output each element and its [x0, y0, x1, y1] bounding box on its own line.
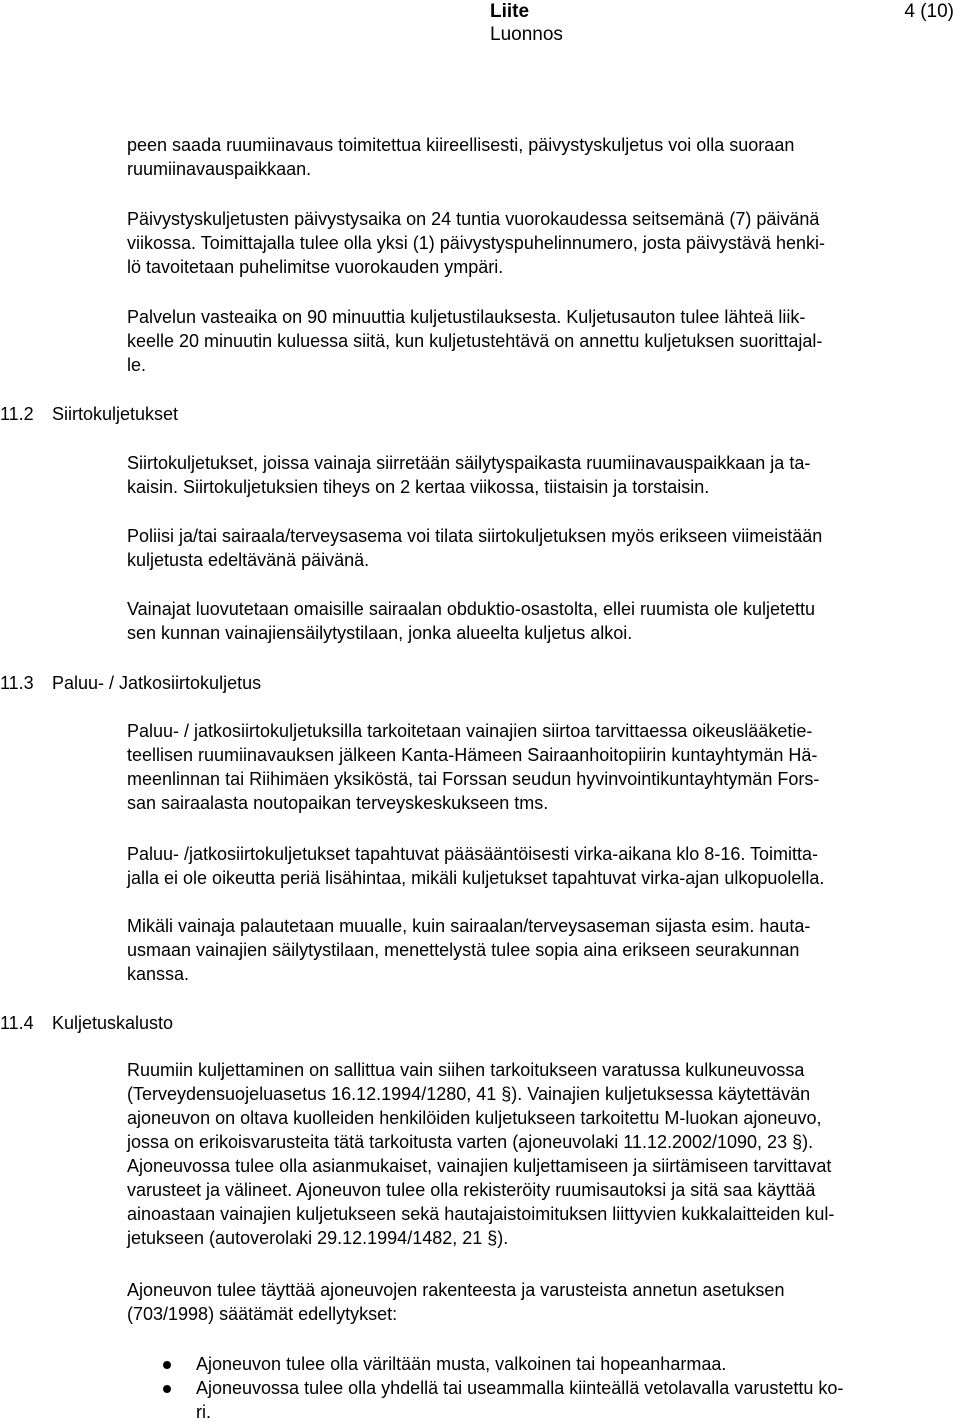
page-number: 4 (10)	[904, 1, 954, 22]
list-item: Ajoneuvon tulee olla väriltään musta, valkoinen tai hopeanharmaa.	[127, 1352, 957, 1376]
paragraph-on-call-hours: Päivystyskuljetusten päivystysaika on 24 tuntia vuorokaudessa seitsemänä (7) päivänä viikossa. Toimittajalla tulee olla yksi (1) päivystyspuhelinnumero, josta päivystävä henki- lö tavoitetaan puhelimitse vuorokauden ympäri.	[127, 209, 825, 277]
section-title: Kuljetuskalusto	[52, 1013, 174, 1033]
paragraph-return-transport-definition: Paluu- / jatkosiirtokuljetuksilla tarkoitetaan vainajien siirtoa tarvittaessa oikeuslääketie- teellisen ruumiinavauksen jälkeen Kanta-Hämeen Sairaanhoitopiirin kuntayhtymän Hä- meenlinnan tai Riihimäen yksiköstä, tai Forssan seudun hyvinvointikuntayhtymän Fors- san sairaalasta noutopaikan terveyskeskukseen tms.	[127, 721, 820, 813]
section-title: Paluu- / Jatkosiirtokuljetus	[52, 673, 262, 693]
section-number: 11.4	[0, 1013, 34, 1033]
document-label: Liite	[490, 1, 530, 22]
bullet-icon	[163, 1385, 171, 1393]
draft-label: Luonnos	[490, 24, 563, 45]
paragraph-response-time: Palvelun vasteaika on 90 minuuttia kuljetustilauksesta. Kuljetusauton tulee lähteä liik- keelle 20 minuutin kuluessa siitä, kun kuljetustehtävä on annettu kuljetuksen suorittajal- le.	[127, 307, 823, 375]
section-heading-11-2	[0, 402, 178, 426]
paragraph-handover: Vainajat luovutetaan omaisille sairaalan obduktio-osastolta, ellei ruumista ole kuljetettu sen kunnan vainajiensäilytystilaan, jonka alueelta kuljetus alkoi.	[127, 599, 816, 643]
vehicle-requirements-list	[127, 1352, 957, 1424]
section-number: 11.3	[0, 673, 34, 693]
paragraph-vehicle-regulation: Ajoneuvon tulee täyttää ajoneuvojen rakenteesta ja varusteista annetun asetuksen (703/1998) säätämät edellytykset:	[127, 1280, 785, 1324]
paragraph-urgent-transport: peen saada ruumiinavaus toimitettua kiireellisesti, päivystyskuljetus voi olla suoraan ruumiinavauspaikkaan.	[127, 135, 795, 179]
section-heading-11-4	[0, 1011, 173, 1035]
paragraph-police-order: Poliisi ja/tai sairaala/terveysasema voi tilata siirtokuljetuksen myös erikseen viimeistään kuljetusta edeltävänä päivänä.	[127, 526, 823, 570]
paragraph-vehicle-requirements: Ruumiin kuljettaminen on sallittua vain siihen tarkoitukseen varatussa kulkuneuvossa (Terveydensuojeluasetus 16.12.1994/1280, 41 §). Vainajien kuljetuksessa käytettävän ajoneuvon on oltava kuolleiden henkilöiden kuljetukseen tarkoitettu M-luokan ajoneuvo, jossa on erikoisvarusteita tätä tarkoitusta varten (ajoneuvolaki 11.12.2002/1090, 23 §). Ajoneuvossa tulee olla asianmukaiset, vainajien kuljettamiseen ja siirtämiseen tarvittavat varusteet ja välineet. Ajoneuvon tulee olla rekisteröity ruumisautoksi ja sitä saa käyttää ainoastaan vainajien kuljetukseen sekä hautajaistoimituksen liittyvien kukkalaitteiden kul- jetukseen (autoverolaki 29.12.1994/1482, 21 §).	[127, 1060, 835, 1248]
section-heading-11-3	[0, 671, 261, 695]
bullet-icon	[163, 1361, 171, 1369]
list-item: Ajoneuvossa tulee olla yhdellä tai useammalla kiinteällä vetolavalla varustettu ko- ri.	[127, 1376, 957, 1424]
paragraph-return-transport-hours: Paluu- /jatkosiirtokuljetukset tapahtuvat pääsääntöisesti virka-aikana klo 8-16. Toimitta- jalla ei ole oikeutta periä lisähintaa, mikäli kuljetukset tapahtuvat virka-ajan ulkopuolella.	[127, 844, 825, 888]
paragraph-transfer-transports: Siirtokuljetukset, joissa vainaja siirretään säilytyspaikasta ruumiinavauspaikkaan ja ta- kaisin. Siirtokuljetuksien tiheys on 2 kertaa viikossa, tiistaisin ja torstaisin.	[127, 453, 811, 497]
section-title: Siirtokuljetukset	[52, 404, 179, 424]
section-number: 11.2	[0, 404, 34, 424]
paragraph-return-elsewhere: Mikäli vainaja palautetaan muualle, kuin sairaalan/terveysaseman sijasta esim. hauta- usmaan vainajien säilytystilaan, menettelystä tulee sopia aina erikseen seurakunnan kanssa.	[127, 916, 811, 984]
